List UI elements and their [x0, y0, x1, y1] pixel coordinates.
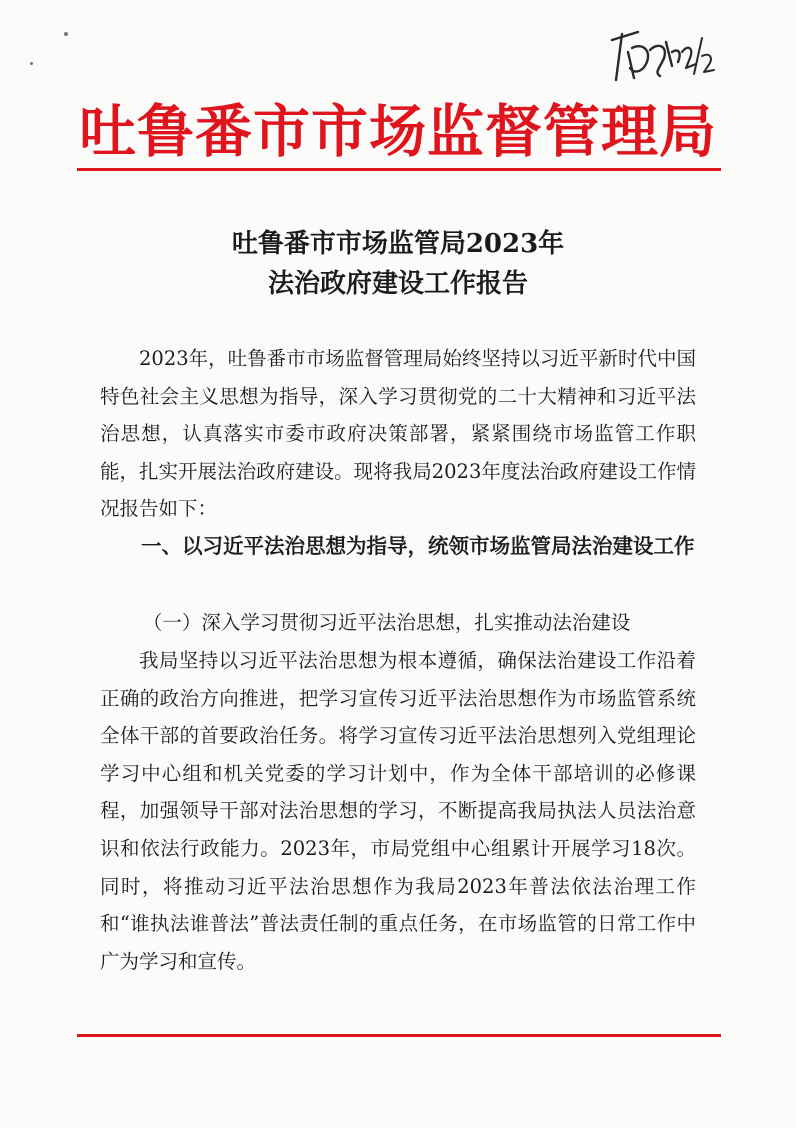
section-heading: 一、以习近平法治思想为指导，统领市场监管局法治建设工作 — [141, 534, 695, 558]
document-title-line2: 法治政府建设工作报告 — [267, 269, 528, 299]
intro-paragraph: 2023年，吐鲁番市市场监督管理局始终坚持以习近平新时代中国特色社会主义思想为指导，深入学习贯彻党的二十大精神和习近平法治思想，认真落实市委市政府决策部署，紧紧围绕市场监管工作职能，扎实开展法治政府建设。现将我局2023年度法治政府建设工作情况报告如下： — [100, 347, 696, 521]
letterhead-organization: 吐鲁番市市场监督管理局 — [79, 99, 717, 165]
subsection-heading: （一）深入学习贯彻习近平法治思想，扎实推动法治建设 — [142, 611, 631, 634]
document-title-line1: 吐鲁番市市场监管局2023年 — [231, 229, 565, 259]
footer-red-rule — [77, 1034, 721, 1037]
scan-speck — [64, 32, 68, 36]
handwritten-signature — [598, 22, 718, 92]
letterhead-red-rule — [77, 168, 721, 171]
scan-speck — [30, 62, 33, 65]
subsection-paragraph: 我局坚持以习近平法治思想为根本遵循，确保法治建设工作沿着正确的政治方向推进，把学习宣传习近平法治思想作为市场监管系统全体干部的首要政治任务。将学习宣传习近平法治思想列入党组理论学习中心组和机关党委的学习计划中，作为全体干部培训的必修课程，加强领导干部对法治思想的学习，不断提高我局执法人员法治意识和依法行政能力。2023年，市局党组中心组累计开展学习18次。同时，将推动习近平法治思想作为我局2023年普法依法治理工作和“谁执法谁普法”普法责任制的重点任务，在市场监管的日常工作中广为学习和宣传。 — [100, 649, 696, 973]
